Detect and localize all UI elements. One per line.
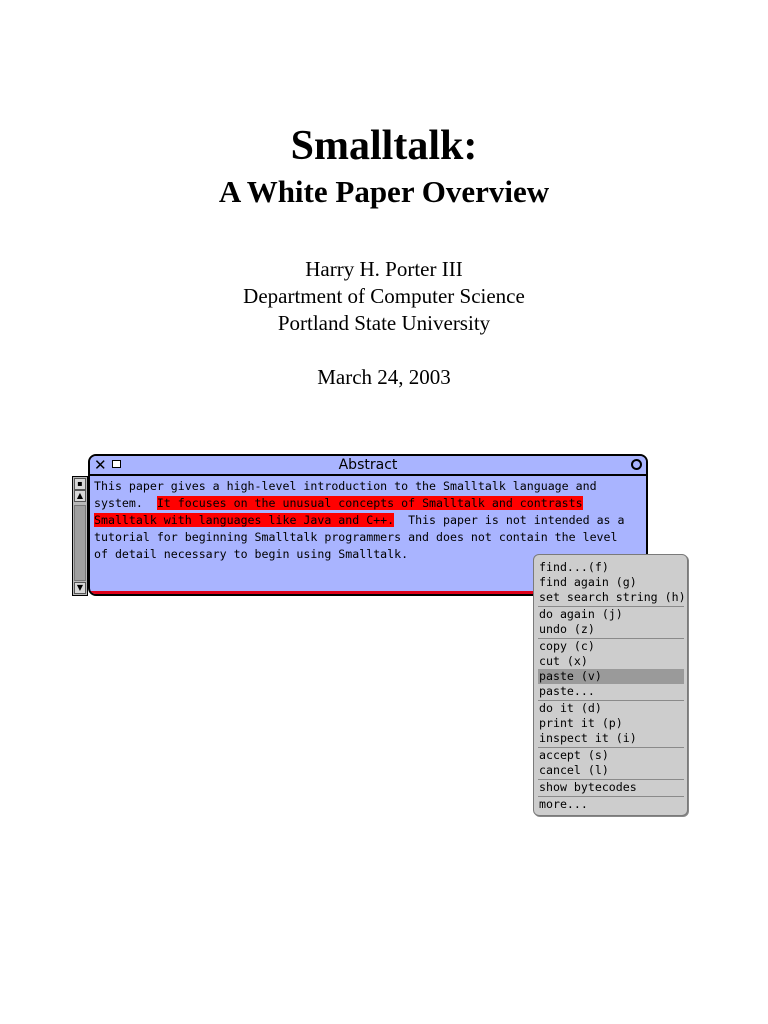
menu-item-cancel[interactable]: cancel (l): [539, 763, 609, 777]
abstract-line-3b: This paper is not intended as a: [394, 513, 625, 527]
abstract-selection-1: It focuses on the unusual concepts of Smalltalk and contrasts: [156, 496, 583, 510]
scroll-thumb[interactable]: [74, 505, 86, 581]
menu-item-paste[interactable]: paste (v): [538, 669, 684, 684]
menu-item-more[interactable]: more...: [539, 797, 588, 811]
menu-item-undo[interactable]: undo (z): [539, 622, 595, 636]
abstract-selection-2: Smalltalk with languages like Java and C++.: [94, 513, 395, 527]
scroll-up-arrow-icon[interactable]: ▲: [74, 490, 86, 502]
menu-item-do-it[interactable]: do it (d): [539, 701, 602, 715]
document-subtitle: A White Paper Overview: [218, 174, 550, 209]
menu-item-find[interactable]: find...(f): [539, 560, 609, 574]
context-menu: [533, 554, 688, 816]
abstract-titlebar[interactable]: [90, 456, 646, 476]
author-university: Portland State University: [277, 311, 491, 335]
menu-item-accept[interactable]: accept (s): [539, 748, 609, 762]
menu-item-show-bytecodes[interactable]: show bytecodes: [539, 780, 637, 794]
close-icon[interactable]: ✕: [94, 456, 107, 474]
scroll-menu-button[interactable]: ▪: [74, 478, 86, 490]
author-department: Department of Computer Science: [243, 284, 525, 308]
menu-item-paste-ellipsis[interactable]: paste...: [539, 684, 595, 698]
menu-item-do-again[interactable]: do again (j): [539, 607, 623, 621]
abstract-scrollbar[interactable]: [72, 476, 88, 596]
abstract-text-pane[interactable]: [94, 478, 642, 563]
scroll-down-arrow-icon[interactable]: ▼: [74, 582, 86, 594]
abstract-window-title: Abstract: [338, 457, 398, 473]
document-date: March 24, 2003: [317, 365, 451, 389]
abstract-line-4: tutorial for beginning Smalltalk programmers and does not contain the level: [94, 530, 618, 544]
abstract-line-1: This paper gives a high-level introduction to the Smalltalk language and: [94, 479, 597, 493]
menu-item-find-again[interactable]: find again (g): [539, 575, 637, 589]
author-name: Harry H. Porter III: [305, 257, 463, 281]
collapse-icon[interactable]: [631, 459, 642, 470]
abstract-line-5: of detail necessary to begin using Smalltalk.: [94, 547, 409, 561]
menu-item-print-it[interactable]: print it (p): [539, 716, 623, 730]
menu-item-copy[interactable]: copy (c): [539, 639, 595, 653]
menu-item-inspect-it[interactable]: inspect it (i): [539, 731, 637, 745]
menu-item-cut[interactable]: cut (x): [539, 654, 588, 668]
abstract-line-2a: system.: [94, 496, 157, 510]
document-title: Smalltalk:: [290, 123, 478, 169]
menu-item-set-search-string[interactable]: set search string (h): [539, 590, 686, 604]
